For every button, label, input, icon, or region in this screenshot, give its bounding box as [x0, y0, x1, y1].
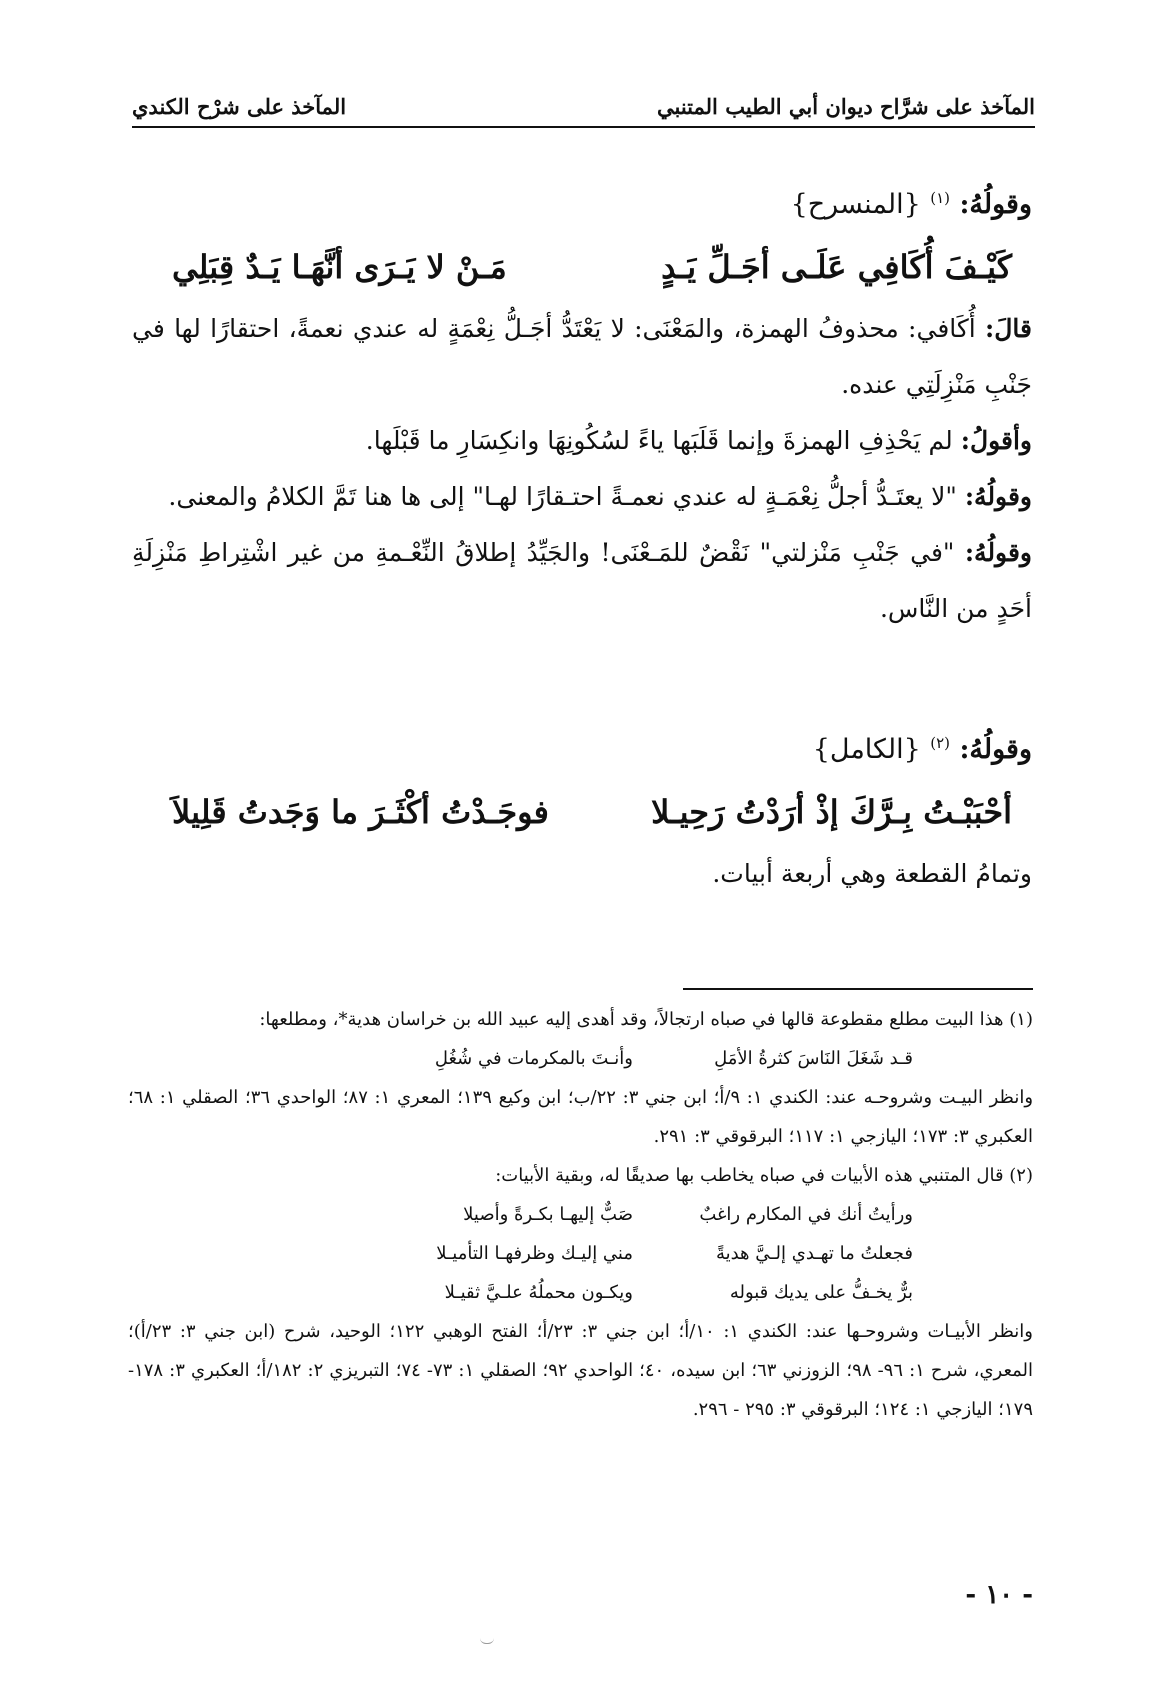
footnote-2-text: (٢) قال المتنبي هذه الأبيات في صباه يخاطب بها صديقًا له، وبقية الأبيات:	[495, 1165, 1033, 1186]
section1-intro-label: وقولُهُ:	[959, 189, 1032, 220]
section2-intro	[132, 715, 1032, 778]
section1-paragraph-quote2-lead: وقولُهُ:	[964, 538, 1032, 567]
footnote-1-references: وانظر البيـت وشروحـه عند: الكندي ١: ٩/أ؛ ابن جني ٣: ٢٢/ب؛ ابن وكيع ١٣٩؛ المعري ١: ٨٧؛ الواحدي ٣٦؛ الصقلي ١: ٦٨؛ العكبري ٣: ١٧٣؛ اليازجي ١: ١١٧؛ البرقوقي ٣: ٢٩١.	[128, 1087, 1034, 1147]
footnote-2-verse-first: ورأيتُ أنك في المكارم راغبٌ	[699, 1204, 913, 1225]
footnote-2-verse-second: ويكـون محملُهُ علـيَّ ثقيـلا	[444, 1282, 633, 1303]
section1-verse-first-hemistich: كَيْـفَ أُكَافِي عَلَـى أجَـلِّ يَـدٍ	[661, 248, 1012, 286]
section1-paragraph-response-lead: وأقولُ:	[960, 426, 1032, 455]
section2-verse-second-hemistich: فوجَـدْتُ أكْثَـرَ ما وَجَدتُ قَلِيلاَ	[172, 793, 549, 831]
footnote-2-verse-second: مني إليـك وظرفهـا التأميـلا	[436, 1243, 633, 1264]
section1-paragraph-quote2-text: "في جَنْبِ مَنْزلتي" نَقْضٌ للمَـعْنَى! والجَيِّدُ إطلاقُ النِّعْـمةِ من غير اشْتِراطِ مَنْزِلَةِ أحَدٍ من النَّاس.	[132, 538, 1032, 623]
section1-paragraph-commentary	[132, 301, 1032, 413]
section1-paragraph-commentary-lead: قالَ:	[985, 314, 1032, 343]
footnote-1-verse-second: وأنـتَ بالمكرمات في شُغُلِ	[434, 1048, 633, 1069]
main-text	[132, 170, 1032, 902]
footnote-rule	[683, 988, 1033, 990]
header-section-title: المآخذ على شرْح الكندي	[132, 93, 347, 119]
footnote-2-verse-second: صَبٌّ إليهـا بكـرةً وأصيلا	[463, 1204, 633, 1225]
header-book-title: المآخذ على شرَّاح ديوان أبي الطيب المتنبي	[657, 93, 1035, 119]
section1-paragraph-quote1-text: "لا يعتَـدُّ أجلُّ نِعْمَـةٍ له عندي نعمـةً احتـقارًا لهـا" إلى ها هنا تَمَّ الكلامُ والمعنى.	[168, 482, 957, 511]
section1-paragraph-commentary-text: أُكَافي: محذوفُ الهمزة، والمَعْنَى: لا يَعْتَدُّ أجَـلُّ نِعْمَةٍ له عندي نعمةً، احتقارًا لها في جَنْبِ مَنْزِلَتِي عنده.	[132, 314, 1032, 399]
page-number: - ١٠ -	[965, 1580, 1033, 1610]
section1-paragraph-response	[132, 413, 1032, 469]
section1-paragraph-quote1	[132, 469, 1032, 525]
footnote-2-verse	[128, 1195, 1033, 1234]
footnote-2-references: وانظر الأبيـات وشروحـها عند: الكندي ١: ١٠/أ؛ ابن جني ٣: ٢٣/أ؛ الفتح الوهبي ١٢٢؛ الوحيد، شرح (ابن جني ٣: ٢٣/أ)؛ المعري، شرح ١: ٩٦- ٩٨؛ الزوزني ٦٣؛ ابن سيده، ٤٠؛ الواحدي ٩٢؛ الصقلي ١: ٧٣- ٧٤؛ التبريزي ٢: ١٨٢/أ؛ العكبري ٣: ١٧٨- ١٧٩؛ اليازجي ١: ١٢٤؛ البرقوقي ٣: ٢٩٥ - ٢٩٦.	[128, 1321, 1034, 1420]
section1-paragraph-quote1-lead: وقولُهُ:	[964, 482, 1032, 511]
scan-speck	[480, 1638, 494, 1644]
section1-paragraph-response-text: لم يَحْذِفِ الهمزةَ وإنما قَلَبَها ياءً لسُكُونِهَا وانكِسَارِ ما قَبْلَها.	[365, 426, 953, 455]
section1-intro	[132, 170, 1032, 233]
section-gap	[132, 637, 1032, 715]
footnote-1-verse	[128, 1039, 1033, 1078]
section1-meter: {المنسرح}	[790, 189, 921, 220]
header-rule	[132, 126, 1035, 128]
section1-note-ref: (١)	[930, 189, 951, 207]
section1-paragraph-quote2	[132, 525, 1032, 637]
section2-intro-label: وقولُهُ:	[959, 734, 1032, 765]
footnote-2-verse	[128, 1273, 1033, 1312]
footnote-2-verse-first: فجعلتُ ما تهـدي إلـيَّ هديةً	[715, 1243, 913, 1264]
section2-note-ref: (٢)	[930, 734, 951, 752]
section2-verse	[132, 782, 1032, 842]
running-header	[132, 86, 1035, 126]
section1-verse	[132, 237, 1032, 297]
section2-verse-first-hemistich: أحْبَبْـتُ بِـرَّكَ إذْ أرَدْتُ رَحِيـلا	[651, 793, 1012, 831]
section2-paragraph: وتمامُ القطعة وهي أربعة أبيات.	[712, 859, 1032, 888]
footnote-2-verse-first: برٌّ يخـفُّ على يديك قبوله	[729, 1282, 913, 1303]
footnote-2-verse	[128, 1234, 1033, 1273]
section2-meter: {الكامل}	[812, 734, 921, 765]
footnotes	[128, 1000, 1033, 1429]
section1-verse-second-hemistich: مَـنْ لا يَـرَى أنَّهَـا يَـدٌ قِبَلِي	[172, 248, 507, 286]
footnote-1-text: (١) هذا البيت مطلع مقطوعة قالها في صباه ارتجالاً، وقد أهدى إليه عبيد الله بن خراسان هدية*، ومطلعها:	[259, 1009, 1033, 1030]
footnote-1-verse-first: قـد شَغَلَ النَاسَ كثرةُ الأمَلِ	[714, 1048, 913, 1069]
